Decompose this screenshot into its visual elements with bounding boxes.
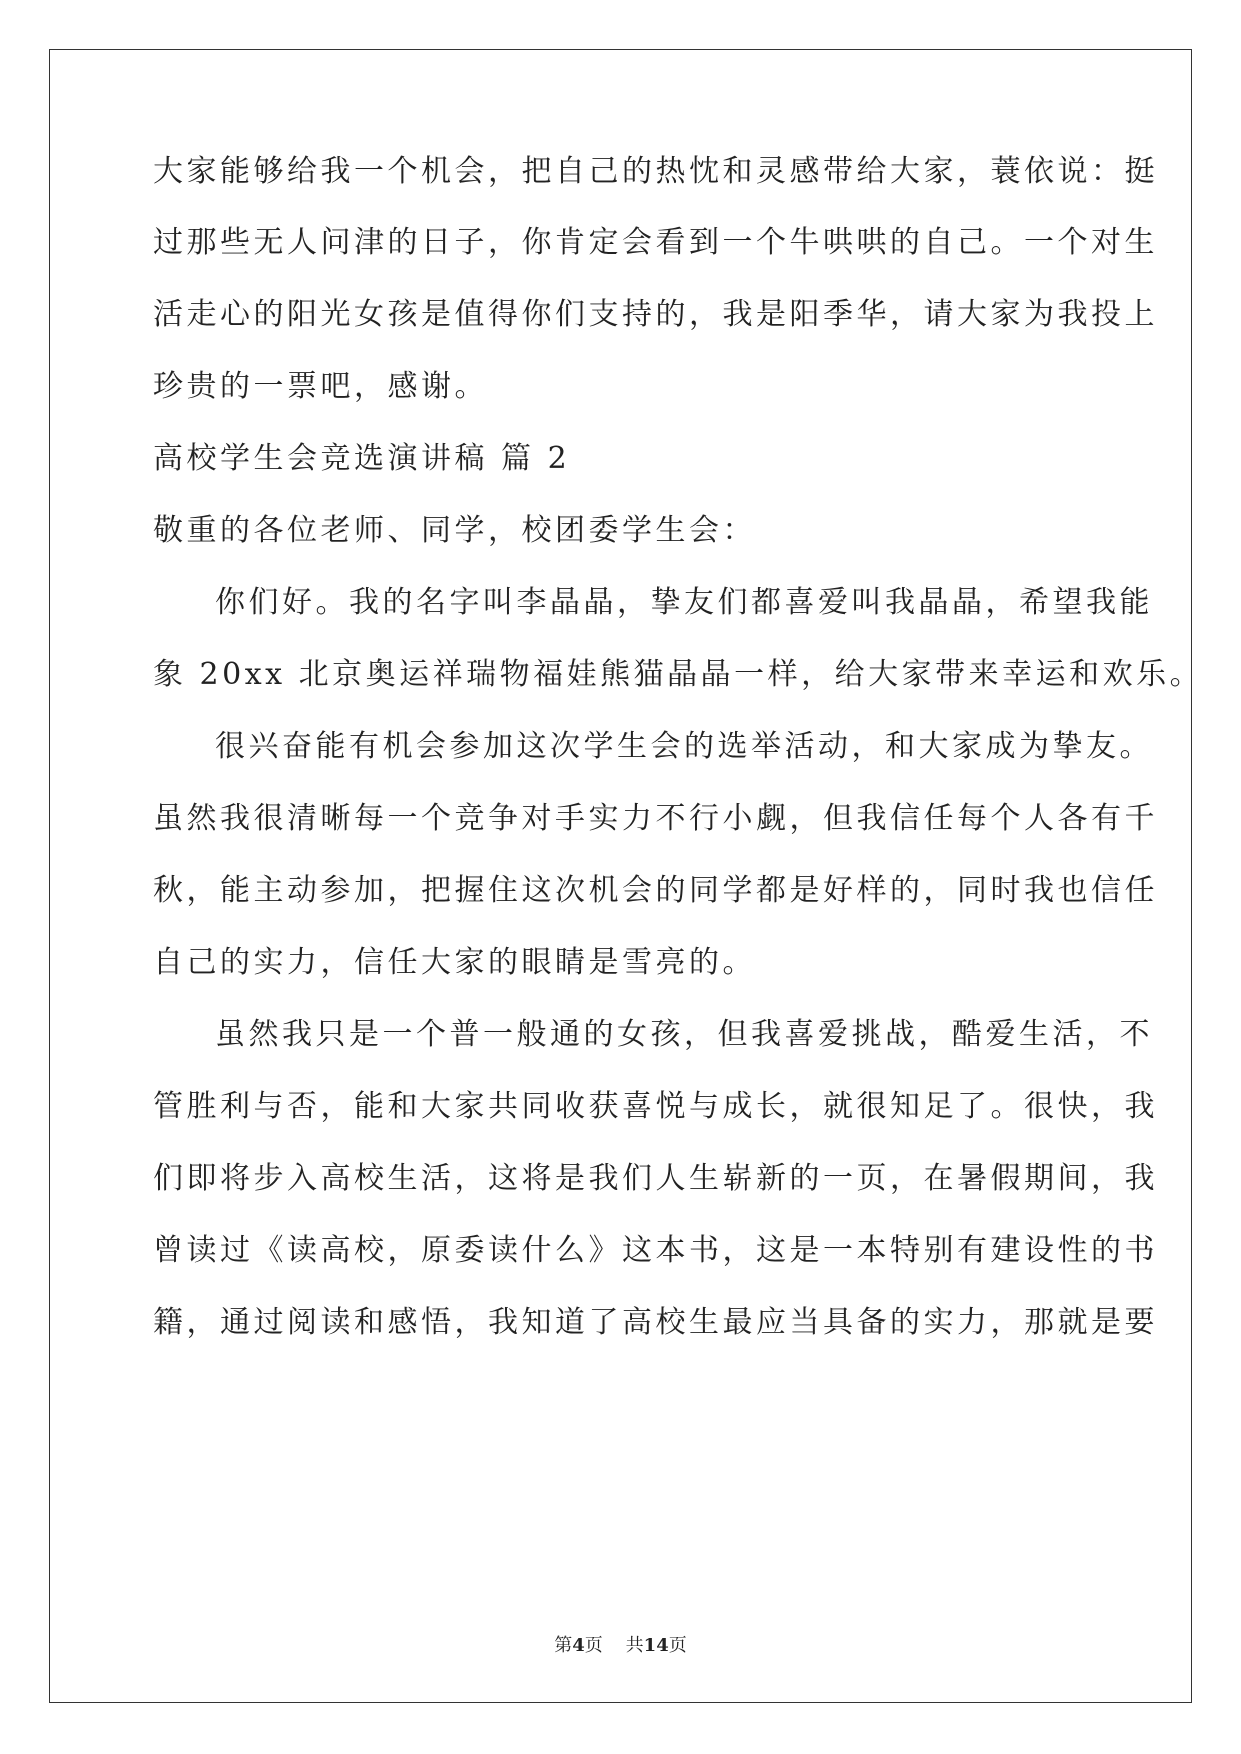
text-line-15: 们即将步入高校生活，这将是我们人生崭新的一页，在暑假期间，我	[153, 1161, 1158, 1196]
total-pages-number: 14	[643, 1635, 669, 1656]
text-line-9: 很兴奋能有机会参加这次学生会的选举活动，和大家成为挚友。	[215, 729, 1153, 764]
page-footer	[0, 1634, 1241, 1658]
text-line-14: 管胜利与否，能和大家共同收获喜悦与成长，就很知足了。很快，我	[153, 1089, 1158, 1124]
text-line-12: 自己的实力，信任大家的眼睛是雪亮的。	[153, 945, 756, 980]
footer-middle: 页 共	[584, 1635, 644, 1656]
text-line-13: 虽然我只是一个普一般通的女孩，但我喜爱挑战，酷爱生活，不	[215, 1017, 1153, 1052]
footer-suffix: 页	[668, 1635, 687, 1656]
text-line-8: 象 20xx 北京奥运祥瑞物福娃熊猫晶晶一样，给大家带来幸运和欢乐。	[153, 657, 1204, 692]
text-line-16: 曾读过《读高校，原委读什么》这本书，这是一本特别有建设性的书	[153, 1233, 1158, 1268]
current-page-number: 4	[572, 1635, 585, 1656]
footer-prefix: 第	[554, 1635, 573, 1656]
text-line-11: 秋，能主动参加，把握住这次机会的同学都是好样的，同时我也信任	[153, 873, 1158, 908]
text-line-7: 你们好。我的名字叫李晶晶，挚友们都喜爱叫我晶晶，希望我能	[215, 585, 1153, 620]
salutation: 敬重的各位老师、同学，校团委学生会：	[153, 513, 756, 548]
text-line-1: 大家能够给我一个机会，把自己的热忱和灵感带给大家，蓑依说：挺	[153, 154, 1158, 189]
text-line-17: 籍，通过阅读和感悟，我知道了高校生最应当具备的实力，那就是要	[153, 1305, 1158, 1340]
text-line-10: 虽然我很清晰每一个竞争对手实力不行小觑，但我信任每个人各有千	[153, 801, 1158, 836]
section-heading: 高校学生会竞选演讲稿 篇 2	[153, 441, 571, 476]
text-line-2: 过那些无人问津的日子，你肯定会看到一个牛哄哄的自己。一个对生	[153, 225, 1158, 260]
text-line-4: 珍贵的一票吧，感谢。	[153, 369, 488, 404]
text-line-3: 活走心的阳光女孩是值得你们支持的，我是阳季华，请大家为我投上	[153, 297, 1158, 332]
